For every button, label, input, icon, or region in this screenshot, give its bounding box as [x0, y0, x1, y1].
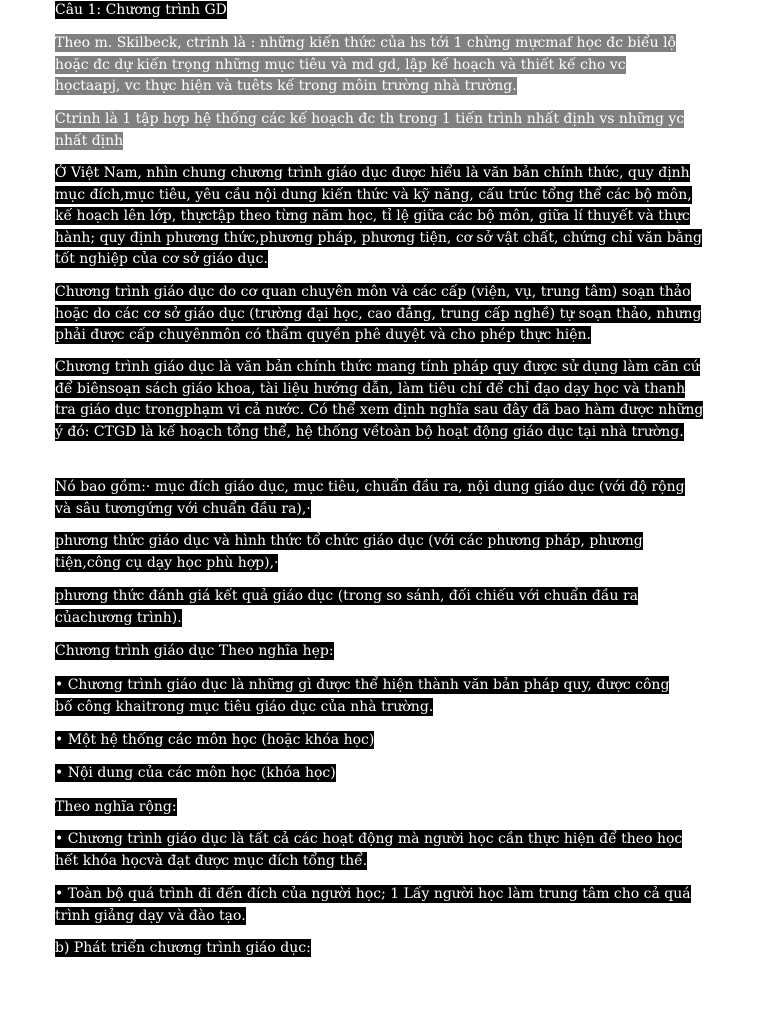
paragraph-drafting-authority [55, 282, 706, 347]
paragraph-vietnam-definition [55, 163, 706, 271]
list-item-broad-2 [55, 884, 700, 927]
paragraph-text: Chương trình giáo dục Theo nghĩa hẹp: [55, 643, 334, 659]
paragraph-assessment [55, 586, 678, 629]
list-item-broad-1 [55, 829, 700, 872]
paragraph-text: • Nội dung của các môn học (khóa học) [55, 765, 336, 781]
paragraph-text: Ở Việt Nam, nhìn chung chương trình giáo dục được hiểu là văn bản chính thức, quy định mục đích,mục tiêu, yêu cầu nội dung kiến thức và kỹ năng, cấu trúc tổng thể các bộ môn, kế hoạch lên lớp, thựctập theo từng năm học, tỉ lệ giữa các bộ môn, giữa lí thuyết và thực hành; quy định phương thức,phương pháp, phương tiện, cơ sở vật chất, chứng chỉ văn bằng tốt nghiệp của cơ sở giáo dục. [55, 165, 703, 267]
heading-broad-sense [55, 797, 713, 819]
paragraph-text: Theo nghĩa rộng: [55, 799, 177, 815]
paragraph-text: Chương trình giáo dục là văn bản chính thức mang tính pháp quy được sử dụng làm căn cứ để biênsoạn sách giáo khoa, tài liệu hướng dẫn, làm tiêu chí để chỉ đạo dạy học và thanh tra giáo dục trongphạm vi cả nước. Có thể xem định nghĩa sau đây đã bao hàm được những ý đó: CTGD là kế hoạch tổng thể, hệ thống vềtoàn bộ hoạt động giáo dục tại nhà trường. [55, 359, 704, 440]
paragraph-text: phương thức giáo dục và hình thức tổ chức giáo dục (với các phương pháp, phương tiện,công cụ dạy học phù hợp),· [55, 533, 643, 571]
heading-cau-1 [55, 0, 713, 22]
paragraph-text: Câu 1: Chương trình GD [55, 2, 227, 18]
paragraph-text: • Chương trình giáo dục là tất cả các hoạt động mà người học cần thực hiện để theo học hết khóa họcvà đạt được mục đích tổng thể. [55, 831, 683, 869]
list-item-narrow-3 [55, 763, 713, 785]
paragraph-text: phương thức đánh giá kết quả giáo dục (trong so sánh, đối chiếu với chuẩn đầu ra củachương trình). [55, 588, 638, 626]
paragraph-text: Nó bao gồm:· mục đích giáo dục, mục tiêu, chuẩn đầu ra, nội dung giáo dục (với độ rộng và sâu tươngứng với chuẩn đầu ra),· [55, 479, 685, 517]
paragraph-text: b) Phát triển chương trình giáo dục: [55, 940, 311, 956]
heading-curriculum-development [55, 938, 713, 960]
paragraph-methods [55, 531, 688, 574]
list-item-narrow-2 [55, 730, 713, 752]
paragraph-text: Ctrinh là 1 tập hợp hệ thống các kế hoạch đc th trong 1 tiến trình nhất định vs những yc nhất định [55, 111, 685, 149]
paragraph-ctrinh-plan [55, 109, 693, 152]
paragraph-includes [55, 477, 688, 520]
paragraph-legal-document [55, 357, 706, 443]
paragraph-text: Chương trình giáo dục do cơ quan chuyên môn và các cấp (viện, vụ, trung tâm) soạn thảo hoặc do các cơ sở giáo dục (trường đại học, cao đẳng, trung cấp nghề) tự soạn thảo, nhưng phải được cấp chuyênmôn có thẩm quyền phê duyệt và cho phép thực hiện. [55, 284, 702, 343]
paragraph-text: • Toàn bộ quá trình đi đến đích của người học; 1 Lấy người học làm trung tâm cho cả quá trình giảng dạy và đào tạo. [55, 886, 691, 924]
paragraph-text: Theo m. Skilbeck, ctrinh là : những kiến thức của hs tới 1 chừng mựcmaf học đc biểu lộ hoặc đc dự kiến trọng những mục tiêu và md gd, lập kế hoạch và thiết kế cho vc họctaapj, vc thực hiện và tuêts kế trong môin trường nhà trường. [55, 35, 676, 94]
paragraph-text: • Một hệ thống các môn học (hoặc khóa học) [55, 732, 375, 748]
list-item-narrow-1 [55, 675, 688, 718]
heading-narrow-sense [55, 641, 713, 663]
paragraph-text: • Chương trình giáo dục là những gì được thể hiện thành văn bản pháp quy, được công bố công khaitrong mục tiêu giáo dục của nhà trường. [55, 677, 670, 715]
paragraph-skilbeck-definition [55, 33, 693, 98]
